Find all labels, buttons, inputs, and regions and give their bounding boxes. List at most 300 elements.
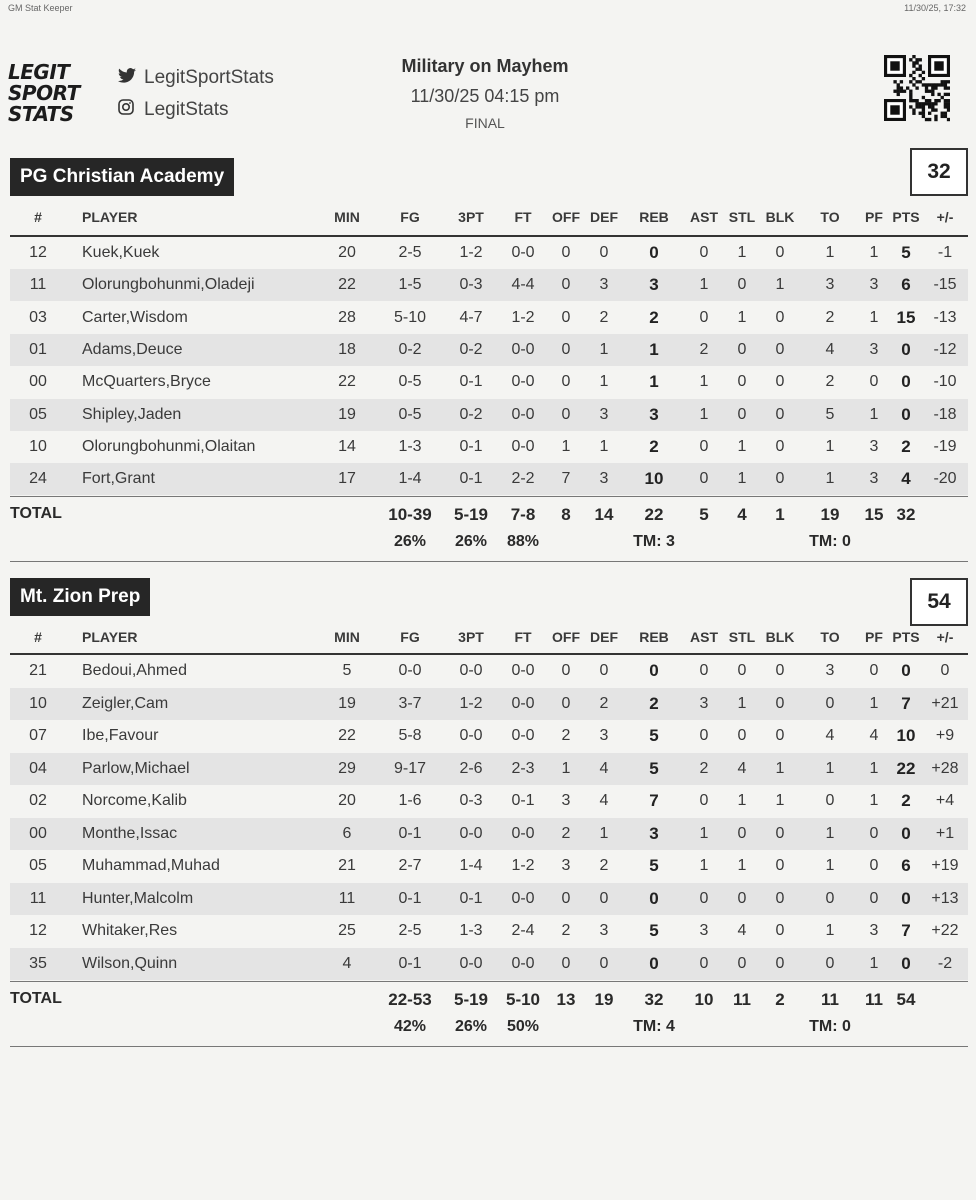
stat-cell: 29: [338, 759, 356, 777]
stat-cell: 1-2: [511, 857, 535, 874]
player-row: [10, 399, 968, 431]
stat-cell: 05: [29, 405, 47, 423]
stat-cell: 0-1: [459, 373, 483, 391]
stat-cell: 6: [901, 856, 911, 875]
stat-cell: 0: [775, 857, 785, 874]
stat-cell: 1: [699, 373, 709, 391]
stat-cell: 0: [599, 954, 609, 972]
stat-cell: 2: [599, 857, 609, 874]
player-row: [10, 688, 968, 720]
stat-cell: 0: [737, 340, 747, 358]
player-name: McQuarters,Bryce: [82, 373, 211, 391]
stat-cell: 2-5: [398, 922, 422, 939]
column-header-row: [10, 200, 968, 234]
total-pts: 54: [896, 990, 916, 1009]
stat-cell: 1: [599, 373, 609, 391]
stat-cell: 0-0: [459, 824, 483, 842]
game-title: Military on Mayhem: [401, 56, 569, 76]
stat-cell: 0: [825, 694, 835, 712]
player-name: Kuek,Kuek: [82, 244, 160, 261]
player-row: [10, 269, 968, 301]
player-name: Muhammad,Muhad: [82, 857, 220, 874]
column-header: FG: [400, 209, 420, 225]
total-ft-pct: 50%: [506, 1018, 540, 1035]
column-header: BLK: [765, 629, 795, 645]
total-tpt: 5-19: [453, 990, 489, 1009]
stat-cell: 20: [338, 792, 356, 809]
stat-cell: 0: [561, 694, 571, 712]
stat-cell: 00: [29, 824, 47, 842]
stat-cell: 0-2: [459, 405, 483, 423]
stat-cell: 0: [561, 373, 571, 391]
stat-cell: 22: [338, 373, 356, 391]
team-name: PG Christian Academy: [10, 158, 234, 196]
stat-cell: 0: [825, 954, 835, 972]
total-tpt-pct: 26%: [454, 1018, 488, 1035]
player-row: [10, 463, 968, 495]
stat-cell: 19: [338, 694, 356, 712]
divider: [10, 981, 968, 982]
stat-cell: 0: [775, 308, 785, 326]
stat-cell: 0: [699, 792, 709, 809]
player-row: [10, 366, 968, 398]
stat-cell: 0: [599, 889, 609, 907]
total-tpt-pct: 26%: [454, 533, 488, 551]
total-team-to: TM: 0: [809, 1018, 851, 1035]
stat-cell: 0-1: [398, 954, 422, 972]
stat-cell: 0-2: [459, 340, 483, 358]
stat-cell: 11: [338, 889, 356, 907]
stat-cell: 1: [699, 857, 709, 874]
stat-cell: 12: [29, 922, 47, 939]
stat-cell: 0: [737, 727, 747, 744]
stat-cell: -18: [933, 405, 957, 423]
game-info: [330, 56, 640, 131]
stat-cell: 7: [561, 470, 571, 488]
stat-cell: 21: [338, 857, 356, 874]
stat-cell: 3: [699, 694, 709, 712]
stat-cell: 1: [649, 339, 659, 359]
stat-cell: 0: [699, 954, 709, 972]
stat-cell: 7: [901, 921, 911, 940]
stat-cell: 2-4: [511, 922, 535, 939]
stat-cell: 0: [699, 727, 709, 744]
stat-cell: 25: [338, 922, 356, 939]
stat-cell: 0: [775, 405, 785, 423]
stat-cell: 0: [699, 662, 709, 679]
stat-cell: 00: [29, 373, 47, 391]
stat-cell: 0: [775, 954, 785, 972]
column-header: STL: [728, 629, 756, 645]
stat-cell: 1: [825, 759, 835, 777]
total-to: 11: [821, 990, 839, 1009]
stat-cell: 0: [901, 953, 911, 973]
stat-cell: 0-0: [511, 727, 535, 744]
divider: [10, 496, 968, 497]
stat-cell: 0-3: [459, 276, 483, 294]
stat-cell: 1-2: [459, 694, 483, 712]
player-row: [10, 850, 968, 882]
stat-cell: 4: [737, 922, 747, 939]
stat-cell: 22: [896, 758, 916, 778]
stat-cell: 10: [29, 437, 47, 455]
player-name: Olorungbohunmi,Olaitan: [82, 437, 256, 455]
stat-cell: 2: [561, 922, 571, 939]
stat-cell: 0: [699, 244, 709, 261]
total-team-reb: TM: 4: [633, 1018, 675, 1035]
stat-cell: 3: [869, 437, 879, 455]
stat-cell: 1-6: [398, 792, 422, 809]
stat-cell: 1: [869, 792, 879, 809]
stat-cell: 0-1: [398, 824, 422, 842]
stat-cell: 4: [869, 727, 879, 744]
stat-cell: 15: [896, 307, 916, 327]
stat-cell: 0-0: [511, 889, 535, 907]
player-name: Norcome,Kalib: [82, 792, 187, 809]
player-name: Bedoui,Ahmed: [82, 662, 187, 679]
player-row: [10, 915, 968, 947]
column-header: +/-: [936, 209, 954, 225]
stat-cell: 0-0: [511, 244, 535, 261]
stat-cell: 04: [29, 759, 47, 777]
stat-cell: 0: [775, 373, 785, 391]
stat-cell: -19: [933, 437, 957, 455]
column-header: STL: [728, 209, 756, 225]
stat-cell: 0: [561, 662, 571, 679]
player-name: Parlow,Michael: [82, 759, 190, 777]
total-ast: 10: [694, 990, 714, 1009]
stat-cell: 7: [649, 791, 659, 810]
stat-cell: 0: [561, 889, 571, 907]
stat-cell: 0: [869, 824, 879, 842]
stat-cell: 0: [775, 824, 785, 842]
twitter-icon: [118, 68, 138, 88]
stat-cell: 2-7: [398, 857, 422, 874]
column-header-row: [10, 620, 968, 654]
team-score: 32: [910, 148, 968, 196]
total-def: 19: [594, 990, 614, 1009]
stat-cell: 0: [699, 308, 709, 326]
stat-cell: +4: [935, 792, 955, 809]
stat-cell: 2-5: [398, 244, 422, 261]
column-header: +/-: [936, 629, 954, 645]
stat-cell: 0: [561, 276, 571, 294]
stat-cell: 0-0: [511, 824, 535, 842]
stat-cell: 2-6: [459, 759, 483, 777]
column-header: #: [34, 209, 42, 225]
stat-cell: 2: [599, 694, 609, 712]
stat-cell: +22: [931, 922, 959, 939]
stat-cell: 0-0: [511, 340, 535, 358]
stat-cell: +13: [931, 889, 959, 907]
stat-cell: 1: [599, 340, 609, 358]
stat-cell: 0: [649, 953, 659, 973]
stat-cell: 2: [649, 693, 659, 713]
stat-cell: -13: [933, 308, 957, 326]
stat-cell: 0: [869, 662, 879, 679]
total-fg: 10-39: [388, 505, 432, 525]
stat-cell: 4: [901, 469, 911, 489]
stat-cell: 1: [825, 922, 835, 939]
total-ft: 5-10: [505, 990, 541, 1009]
stat-cell: 0: [901, 888, 911, 908]
stat-cell: -1: [937, 244, 953, 261]
stat-cell: 0: [775, 244, 785, 261]
game-datetime: 11/30/25 04:15 pm: [410, 86, 560, 106]
stat-cell: 0-0: [459, 954, 483, 972]
column-header: #: [34, 629, 42, 645]
twitter-handle: LegitSportStats: [118, 67, 274, 89]
stat-cell: 4-7: [459, 308, 483, 326]
stat-cell: 10: [29, 694, 47, 712]
totals-label: TOTAL: [10, 990, 62, 1007]
stat-cell: 5: [649, 758, 659, 778]
stat-cell: 0: [901, 339, 911, 359]
stat-cell: 1: [737, 470, 747, 488]
stat-cell: 0-0: [511, 662, 535, 679]
stat-cell: 0: [649, 243, 659, 262]
stat-cell: 2: [825, 373, 835, 391]
stat-cell: 0: [649, 888, 659, 908]
stat-cell: 5: [825, 405, 835, 423]
stat-cell: 1: [561, 437, 571, 455]
stat-cell: 01: [29, 340, 47, 358]
stat-cell: 0: [775, 727, 785, 744]
stat-cell: 10: [896, 726, 916, 745]
stat-cell: 4-4: [511, 276, 535, 294]
stat-cell: 5: [342, 662, 352, 679]
total-ft: 7-8: [510, 505, 536, 525]
stat-cell: 35: [29, 954, 47, 972]
column-header: AST: [690, 209, 718, 225]
player-name: Wilson,Quinn: [82, 954, 178, 972]
stat-cell: 5-10: [393, 308, 427, 326]
stat-cell: 0: [869, 373, 879, 391]
stat-cell: 0: [775, 889, 785, 907]
stat-cell: 1-5: [398, 276, 422, 294]
column-header: PF: [865, 629, 883, 645]
stat-cell: 0: [699, 437, 709, 455]
player-name: Fort,Grant: [82, 470, 155, 488]
stat-cell: 28: [338, 308, 356, 326]
player-name: Monthe,Issac: [82, 824, 178, 842]
stat-cell: 5: [649, 726, 659, 745]
stat-cell: 1: [825, 824, 835, 842]
divider: [10, 1046, 968, 1047]
stat-cell: 0-1: [459, 437, 483, 455]
player-row: [10, 334, 968, 366]
stat-cell: 0: [737, 405, 747, 423]
column-header: MIN: [334, 629, 360, 645]
stat-cell: 7: [901, 693, 911, 713]
stat-cell: 1-3: [398, 437, 422, 455]
stat-cell: 1: [869, 405, 879, 423]
column-header: REB: [639, 209, 669, 225]
stat-cell: 11: [29, 889, 47, 907]
stat-cell: +28: [931, 759, 959, 777]
stat-cell: 0: [561, 405, 571, 423]
stat-cell: 0: [901, 404, 911, 424]
stat-cell: 0-0: [511, 373, 535, 391]
stat-cell: 6: [342, 824, 352, 842]
stat-cell: 1: [825, 437, 835, 455]
player-row: [10, 431, 968, 463]
stat-cell: 22: [338, 727, 356, 744]
stat-cell: 0: [775, 437, 785, 455]
player-row: [10, 948, 968, 980]
stat-cell: 3: [869, 470, 879, 488]
instagram-handle: LegitStats: [118, 99, 229, 121]
stat-cell: 3: [869, 340, 879, 358]
total-stl: 11: [733, 990, 751, 1009]
stat-cell: 0: [869, 857, 879, 874]
stat-cell: 0-0: [511, 954, 535, 972]
stat-cell: 1: [869, 694, 879, 712]
stat-cell: 3: [561, 792, 571, 809]
total-fg: 22-53: [388, 990, 432, 1009]
total-reb: 32: [644, 990, 664, 1009]
stat-cell: 1: [699, 405, 709, 423]
stat-cell: +19: [931, 857, 959, 874]
stat-cell: 0-0: [459, 662, 483, 679]
stat-cell: 0: [699, 889, 709, 907]
total-tpt: 5-19: [453, 505, 489, 525]
stat-cell: 0-5: [398, 373, 422, 391]
total-ast: 5: [699, 505, 709, 525]
stat-cell: 17: [338, 470, 356, 488]
stat-cell: 0: [737, 662, 747, 679]
total-pf: 15: [864, 505, 884, 525]
stat-cell: 0-0: [511, 694, 535, 712]
stat-cell: -20: [933, 470, 957, 488]
stat-cell: 1: [869, 759, 879, 777]
stat-cell: 1: [737, 437, 747, 455]
stat-cell: -10: [933, 373, 957, 391]
stat-cell: 0: [737, 276, 747, 294]
stat-cell: 3: [599, 276, 609, 294]
stat-cell: 1-2: [459, 244, 483, 261]
team-score: 54: [910, 578, 968, 626]
stat-cell: 0-1: [459, 470, 483, 488]
stat-cell: 3: [825, 276, 835, 294]
player-name: Carter,Wisdom: [82, 308, 188, 326]
legit-sport-stats-logo: LEGIT SPORT STATS: [8, 60, 80, 126]
stat-cell: 3: [599, 470, 609, 488]
stat-cell: 2: [901, 791, 911, 810]
total-off: 8: [561, 505, 571, 525]
stat-cell: 0-0: [511, 405, 535, 423]
column-header: AST: [690, 629, 718, 645]
stat-cell: 3: [825, 662, 835, 679]
stat-cell: 1: [737, 857, 747, 874]
stat-cell: 0: [775, 922, 785, 939]
printed-timestamp: 11/30/25, 17:32: [904, 3, 966, 13]
team-name: Mt. Zion Prep: [10, 578, 150, 616]
column-header: BLK: [765, 209, 795, 225]
stat-cell: 0: [901, 823, 911, 843]
stat-cell: 0-0: [459, 727, 483, 744]
stat-cell: 10: [644, 469, 664, 489]
stat-cell: +21: [931, 694, 959, 712]
stat-cell: 1: [825, 857, 835, 874]
instagram-icon: [118, 99, 138, 120]
total-blk: 2: [775, 990, 785, 1009]
column-header: MIN: [334, 209, 360, 225]
stat-cell: 0: [561, 308, 571, 326]
column-header: PTS: [892, 209, 920, 225]
stat-cell: 1: [699, 276, 709, 294]
column-header: PLAYER: [82, 209, 138, 225]
stat-cell: 1: [775, 276, 785, 294]
stat-cell: 24: [29, 470, 47, 488]
stat-cell: 02: [29, 792, 47, 809]
stat-cell: 0: [699, 470, 709, 488]
stat-cell: 12: [29, 244, 47, 261]
stat-cell: 2: [825, 308, 835, 326]
stat-cell: 0-1: [459, 889, 483, 907]
stat-cell: 0: [775, 662, 785, 679]
stat-cell: 4: [825, 340, 835, 358]
stat-cell: 1: [649, 372, 659, 392]
stat-cell: 0: [599, 662, 609, 679]
total-fg-pct: 42%: [393, 1018, 427, 1035]
stat-cell: 1: [737, 792, 747, 809]
player-name: Shipley,Jaden: [82, 405, 182, 423]
stat-cell: 5: [901, 243, 911, 262]
stat-cell: 0: [825, 889, 835, 907]
stat-cell: 3: [869, 276, 879, 294]
stat-cell: 1: [737, 244, 747, 261]
stat-cell: 2: [649, 436, 659, 456]
stat-cell: 20: [338, 244, 356, 261]
player-row: [10, 785, 968, 817]
stat-cell: 2: [649, 307, 659, 327]
divider: [10, 561, 968, 562]
column-header: FT: [514, 629, 532, 645]
total-off: 13: [556, 990, 576, 1009]
player-row: [10, 302, 968, 334]
stat-cell: 1: [869, 244, 879, 261]
app-name: GM Stat Keeper: [8, 3, 73, 13]
column-header: OFF: [552, 629, 580, 645]
stat-cell: 0: [901, 661, 911, 680]
stat-cell: -12: [933, 340, 957, 358]
total-team-reb: TM: 3: [633, 533, 675, 551]
stat-cell: 2: [699, 759, 709, 777]
total-fg-pct: 26%: [393, 533, 427, 551]
stat-cell: 05: [29, 857, 47, 874]
player-name: Adams,Deuce: [82, 340, 183, 358]
player-row: [10, 655, 968, 687]
stat-cell: 0: [737, 889, 747, 907]
stat-cell: 1: [869, 954, 879, 972]
stat-cell: 0: [869, 889, 879, 907]
stat-cell: 0: [737, 954, 747, 972]
stat-cell: 4: [737, 759, 747, 777]
stat-cell: 5: [649, 856, 659, 875]
column-header: 3PT: [458, 629, 484, 645]
stat-cell: 0: [775, 694, 785, 712]
stat-cell: 0-0: [398, 662, 422, 679]
column-header: 3PT: [458, 209, 484, 225]
stat-cell: 2: [901, 436, 911, 456]
totals-label: TOTAL: [10, 505, 62, 523]
stat-cell: 0-1: [398, 889, 422, 907]
stat-cell: 9-17: [393, 759, 427, 777]
stat-cell: 2: [561, 824, 571, 842]
player-name: Ibe,Favour: [82, 727, 159, 744]
player-row: [10, 753, 968, 785]
